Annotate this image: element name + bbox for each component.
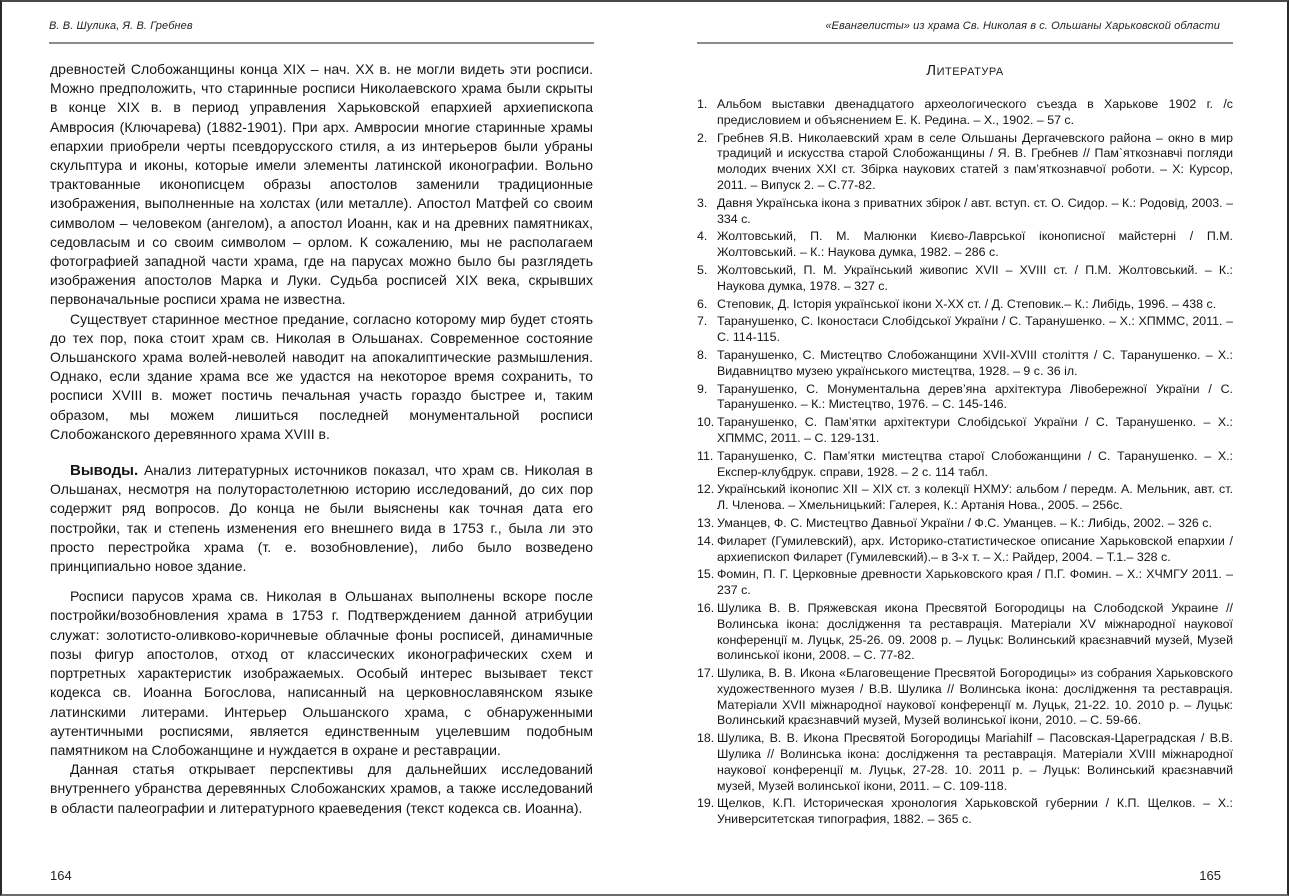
item-number: 6.	[697, 296, 708, 311]
item-number: 1.	[697, 97, 708, 111]
paragraph: Росписи парусов храма св. Николая в Ольшанах выполнены вскоре после постройки/возобновления храма в 1753 г. Подтверждением данной атрибуции служат: золотисто-оливково-коричневые облачные фоны росписей, динамичные позы фигур апостолов, отход от классических иконографических схем и портретных характеристик изображаемых. Особый интерес вызывает текст кодекса св. Иоанна Богослова, написанный на церковнославянском языке латинскими литерами. Интерьер Ольшанского храма, с обнаруженными аутентичными росписями, является единственным уцелевшим подобным памятником на Слобожанщине и нуждается в охране и реставрации.	[50, 588, 593, 758]
conclusions-paragraph	[50, 461, 593, 576]
item-text: Давня Українська ікона з приватних збірок / авт. вступ. ст. О. Сидор. – К.: Родовід, 2003. – 334 с.	[717, 195, 1233, 226]
item-text: Гребнев Я.В. Николаевский храм в селе Ольшаны Дергачевского района – окно в мир традиций и искусства старой Слобожанщины / Я. В. Гребнев // Пам`яткознавчі погляди молодих вчених XXI ст. Збірка наукових статей з пам’яткознавчої роботи. – Х: Курсор, 2011. – Випуск 2. – С.77-82.	[717, 130, 1233, 192]
item-number: 3.	[697, 195, 708, 210]
item-text: Щелков, К.П. Историческая хронология Харьковской губернии / К.П. Щелков. – Х.: Университетская типография, 1882. – 365 с.	[717, 796, 1233, 827]
conclusions-heading: Выводы.	[70, 462, 139, 480]
item-text: Фомин, П. Г. Церковные древности Харьковского края / П.Г. Фомин. – Х.: ХЧМГУ 2011. – 237 с.	[717, 567, 1233, 598]
page-number: 164	[50, 868, 72, 883]
item-text: Альбом выставки двенадцатого археологического съезда в Харькове 1902 г. /с предисловием и объяснением Е. К. Редина. – Х., 1902. – 57 с.	[717, 97, 1233, 127]
running-head-authors: В. В. Шулика, Я. В. Гребнев	[49, 20, 193, 32]
running-head-title: «Евангелисты» из храма Св. Николая в с. Ольшаны Харьковской области	[825, 20, 1220, 32]
bibliography-item	[697, 196, 1233, 228]
item-number: 17.	[697, 666, 715, 681]
item-number: 4.	[697, 229, 708, 244]
bibliography-item	[697, 482, 1233, 514]
left-page	[2, 2, 645, 894]
item-text: Шулика В. В. Пряжевская икона Пресвятой Богородицы на Слободской Украине // Волинська ікона: дослідження та реставрація. Матеріали XV міжнародної наукової конференції м. Луцьк, 25-26. 09. 2008 р. – Луцьк: Волинський краєзнавчий музей, Музей волинської ікони, 2008. – С. 77-82.	[717, 600, 1233, 663]
item-text: Український іконопис XII – XIX ст. з колекції НХМУ: альбом / передм. А. Мельник, авт. ст. Л. Членова. – Хмельницький: Галерея, К.: Артанія Нова., 2005. – 256с.	[717, 482, 1233, 513]
item-number: 5.	[697, 262, 708, 277]
bibliography-item	[697, 567, 1233, 599]
header-rule	[49, 42, 594, 44]
bibliography-item	[697, 534, 1233, 566]
item-text: Таранушенко, С. Пам’ятки архітектури Слобідської України / С. Таранушенко. – Х.: ХПММС, 2011. – С. 129-131.	[717, 415, 1233, 445]
item-number: 19.	[697, 796, 715, 811]
item-number: 13.	[697, 515, 715, 530]
bibliography-item	[697, 97, 1233, 129]
item-number: 7.	[697, 314, 708, 329]
item-number: 2.	[697, 130, 708, 145]
item-number: 18.	[697, 731, 715, 746]
bibliography-item	[697, 131, 1233, 194]
item-text: Шулика, В. В. Икона Пресвятой Богородицы Mariahilf – Пасовская-Цареградская / В.В. Шулика // Волинська ікона: дослідження та реставрація. Матеріали XVIII міжнародної наукової конференції м. Луцьк, 27-28. 10. 2011 р. – Луцьк: Волинський краєзнавчий музей, Музей волинської ікони, 2011. – С. 109-118.	[717, 731, 1233, 793]
bibliography-item	[697, 314, 1233, 346]
bibliography-item	[697, 449, 1233, 481]
paragraph: древностей Слобожанщины конца XIX – нач. XX в. не могли видеть эти росписи. Можно предположить, что старинные росписи Николаевского храма были скрыты в конце XIX в. в период управления Харьковской епархией архиепископа Амвросия (Ключарева) (1882-1901). При арх. Амвросии многие старинные храмы епархии приобрели черты псевдорусского стиля, а из интерьеров были убраны скульптура и иконы, которые имели элементы латинской иконографии. Вольно трактованные иконописцем образы апостолов заменили традиционные изображения, выполненные на холстах (или металле). Апостол Матфей со своим символом – человеком (ангелом), а апостол Иоанн, как и на древних памятниках, седовласым и со своим символом – орлом. К сожалению, мы не располагаем фотографией западной части храма, где на парусах можно было бы разглядеть изображения апостолов Марка и Луки. Судьба росписей XIX века, скрывших первоначальные росписи храма не известна.	[50, 61, 593, 308]
item-text: Таранушенко, С. Іконостаси Слобідської України / С. Таранушенко. – Х.: ХПММС, 2011. – С. 114-115.	[717, 314, 1233, 345]
item-number: 15.	[697, 567, 715, 582]
bibliography-list	[697, 97, 1233, 830]
item-number: 14.	[697, 533, 715, 548]
item-text: Таранушенко, С. Мистецтво Слобожанщини XVII-XVIII століття / С. Таранушенко. – Х.: Видавництво музею українського мистецтва, 1928. – 9 с. 36 іл.	[717, 347, 1233, 378]
page-number: 165	[1199, 868, 1221, 883]
bibliography-item	[697, 796, 1233, 828]
bibliography-item	[697, 601, 1233, 664]
bibliography-item	[697, 415, 1233, 447]
paragraph: Существует старинное местное предание, согласно которому мир будет стоять до тех пор, пока стоит храм св. Николая в Ольшанах. Современное состояние Ольшанского храма волей-неволей наводит на апокалиптические размышления. Однако, если здание храма все же удастся на некоторое время сохранить, то росписи XVIII в. может постичь печальная участь гораздо быстрее и, таким образом, мы можем лишиться последней монументальной росписи Слобожанского деревянного храма XVIII в.	[50, 310, 593, 442]
item-number: 10.	[697, 415, 715, 430]
item-text: Филарет (Гумилевский), арх. Историко-статистическое описание Харьковской епархии / архиепископ Филарет (Гумилевский).– в 3-х т. – Х.: Райдер, 2004. – Т.1.– 328 с.	[717, 533, 1233, 564]
item-number: 8.	[697, 347, 708, 362]
bibliography-item	[697, 516, 1233, 532]
bibliography-item	[697, 229, 1233, 261]
item-text: Таранушенко, С. Монументальна дерев’яна архітектура Лівобережної України / С. Таранушенко. – К.: Мистецтво, 1976. – С. 145-146.	[717, 381, 1233, 412]
item-number: 11.	[697, 448, 714, 463]
item-text: Шулика, В. В. Икона «Благовещение Пресвятой Богородицы» из собрания Харьковского художественного музея / В.В. Шулика // Волинська ікона: дослідження та реставрація. Матеріали XVII міжнародної наукової конференції м. Луцьк, 21-22. 10. 2010 р. – Луцьк: Волинський краєзнавчий музей, Музей волинської ікони, 2010. – С. 59-66.	[717, 666, 1233, 728]
bibliography-item	[697, 348, 1233, 380]
right-page	[645, 2, 1289, 894]
item-number: 16.	[697, 600, 715, 615]
bibliography-item	[697, 263, 1233, 295]
paragraph: Данная статья открывает перспективы для дальнейших исследований внутреннего убранства деревянных Слобожанских храмов, а также исследований в области палеографии и литературного краеведения (текст кодекса св. Иоанна).	[50, 761, 593, 816]
bibliography-item	[697, 731, 1233, 794]
conclusions-text: Анализ литературных источников показал, что храм св. Николая в Ольшанах, несмотря на полуторастолетнюю историю исследований, до сих пор содержит ряд вопросов. До конца не были выяснены как точная дата его постройки, так и степень изменения его внешнего вида в 1753 г., была ли это просто перестройка храма (т. е. возобновление), либо было возведено принципиально новое здание.	[50, 462, 593, 575]
item-number: 9.	[697, 381, 708, 396]
section-title-literature: Литература	[926, 62, 1004, 79]
item-text: Таранушенко, С. Пам’ятки мистецтва старої Слобожанщини / С. Таранушенко. – Х.: Експер-клубдрук. справи, 1928. – 2 с. 114 табл.	[717, 448, 1233, 479]
article-body	[50, 60, 593, 818]
item-text: Степовик, Д. Історія української ікони Х-ХХ ст. / Д. Степовик.– К.: Либідь, 1996. – 438 с.	[717, 296, 1217, 311]
item-text: Жолтовський, П. М. Малюнки Києво-Лаврської іконописної майстерні / П.М. Жолтовський. – К.: Наукова думка, 1982. – 286 с.	[717, 229, 1233, 260]
bibliography-item	[697, 666, 1233, 729]
bibliography-item	[697, 382, 1233, 414]
item-text: Жолтовський, П. М. Український живопис XVII – XVIII ст. / П.М. Жолтовський. – К.: Наукова думка, 1978. – 327 с.	[717, 262, 1233, 293]
item-text: Уманцев, Ф. С. Мистецтво Давньої України / Ф.С. Уманцев. – К.: Либідь, 2002. – 326 с.	[717, 515, 1212, 530]
header-rule	[697, 42, 1233, 44]
item-number: 12.	[697, 482, 715, 497]
bibliography-item	[697, 297, 1233, 313]
